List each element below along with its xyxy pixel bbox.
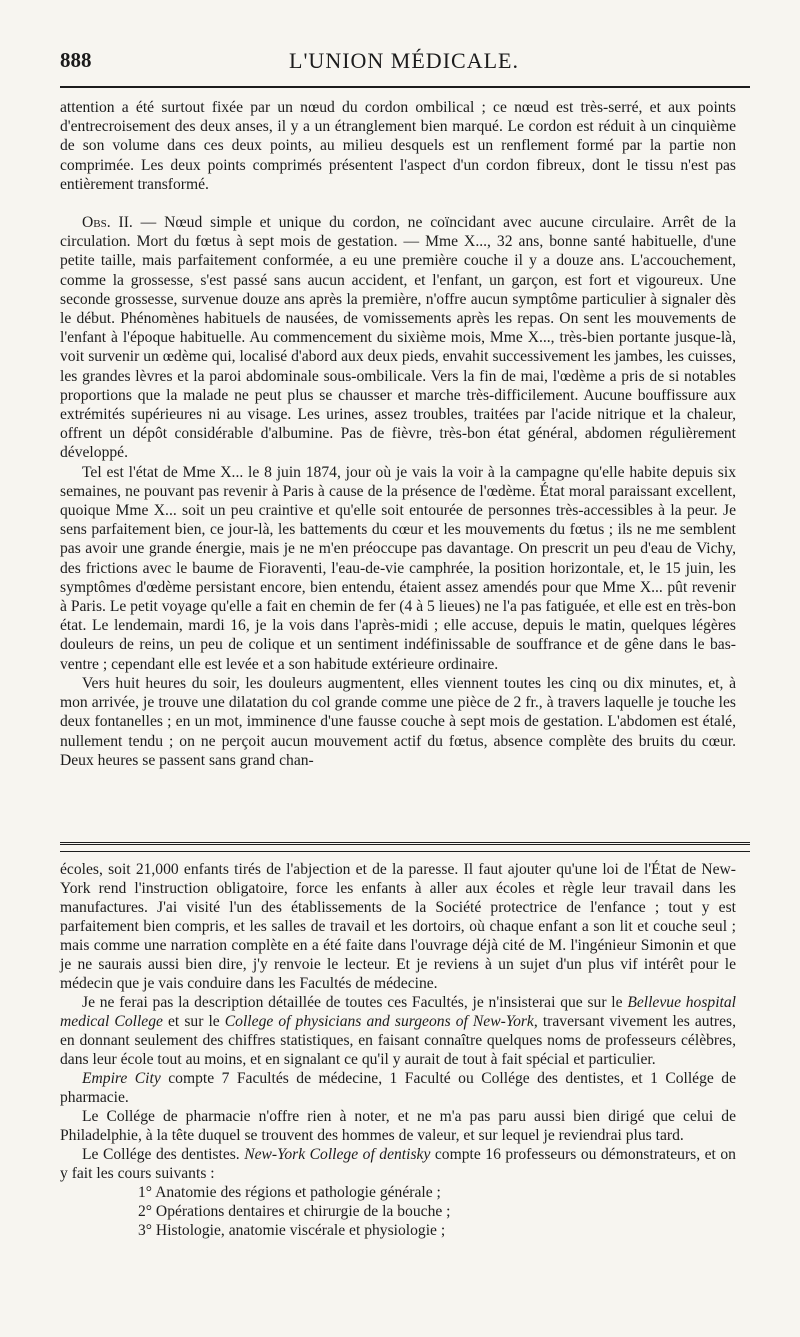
feuilleton-text: [60, 860, 736, 1240]
dentistry-college-name: New-York College of dentisky: [244, 1146, 431, 1163]
paragraph-schools: écoles, soit 21,000 enfants tirés de l'abjection et de la paresse. Il faut ajouter qu'une loi de l'État de New-York rend l'instruction obligatoire, force les enfants à aller aux écoles et règle leur travail dans les manufactures. J'ai visité l'un des établissements de la Société protectrice de l'enfance ; tout y est parfaitement bien compris, et les salles de travail et les dortoirs, où chaque enfant a son lit et couche seul ; mais comme une narration complète en a été faite dans l'ouvrage déjà cité de M. l'ingénieur Simonin et que je ne saurais aussi bien dire, j'y renvoie le lecteur. Et je reviens à un sujet d'un plus vif intérêt pour le médecin que je vais conduire dans les Facultés de médecine.: [60, 861, 736, 992]
obs-label: Obs. II.: [82, 214, 133, 232]
spacer: [60, 194, 736, 213]
journal-title: L'UNION MÉDICALE.: [289, 48, 519, 73]
list-item: 3° Histologie, anatomie viscérale et physiologie ;: [138, 1222, 446, 1239]
section-separator: [60, 842, 750, 851]
paragraph-obs1-end: attention a été surtout fixée par un nœud du cordon ombilical ; ce nœud est très-serré, et aux points d'entrecroisement des deux anses, il y a un étranglement bien marqué. Le cordon est réduit à un cinquième de son volume dans ces deux points, au milieu desquels est un renflement formé par la partie non comprimée. Les deux points comprimés présentent l'aspect d'un cordon fibreux, dont le tissu n'est pas entièrement transformé.: [60, 99, 736, 193]
text-run: compte 16 professeurs ou démonstrateurs, et on y fait les cours suivants :: [60, 1146, 736, 1182]
paragraph-faculties: [60, 993, 736, 1069]
page-header: [58, 46, 750, 76]
paragraph-obs2: [60, 213, 736, 463]
section-separator-thin: [60, 851, 750, 852]
physicians-college-name: College of physicians and surgeons of New-York: [224, 1013, 534, 1030]
empire-city-name: Empire City: [82, 1070, 161, 1087]
text-run: compte 7 Facultés de médecine, 1 Faculté ou Collége des dentistes, et 1 Collége de pharmacie.: [60, 1070, 737, 1106]
article-main-text: [60, 98, 736, 770]
text-run: Je ne ferai pas la description détaillée de toutes ces Facultés, je n'insisterai que sur le: [82, 994, 628, 1011]
list-item: 2° Opérations dentaires et chirurgie de la bouche ;: [138, 1203, 451, 1220]
obs2-text: — Nœud simple et unique du cordon, ne coïncidant avec aucune circulaire. Arrêt de la circulation. Mort du fœtus à sept mois de gestation. — Mme X..., 32 ans, bonne santé habituelle, d'une petite taille, mais parfaitement conformée, a eu une première couche il y a douze ans. L'accouchement, comme la grossesse, s'est passé sans aucun accident, et l'enfant, un garçon, est fort et vigoureux. Une seconde grossesse, survenue douze ans après la première, n'offre aucun symptôme particulier à signaler dès le début. Phénomènes habituels de nausées, de vomissements après les repas. On sent les mouvements de l'enfant à l'époque habituelle. Au commencement du sixième mois, Mme X..., très-bien portante jusque-là, voit survenir un œdème qui, localisé d'abord aux deux pieds, envahit successivement les jambes, les cuisses, les grandes lèvres et la paroi abdominale sous-ombilicale. Vers la fin de mai, l'œdème a pris de si notables proportions que la malade ne peut plus se chausser et marche très-difficilement. Aucune bouffissure aux extrémités supérieures ni au visage. Les urines, assez troubles, traitées par l'acide nitrique et la chaleur, offrent un dépôt considérable d'albumine. Pas de fièvre, très-bon état général, abdomen régulièrement développé.: [60, 214, 736, 462]
text-run: , traversant vivement les autres, en donnant seulement des chiffres statistiques, en faisant connaître quelques noms de professeurs célèbres, dans leur école tout au moins, et en signalant ce qu'il y aurait de tout à fait spécial et particulier.: [60, 1013, 736, 1068]
paragraph-state: Tel est l'état de Mme X... le 8 juin 1874, jour où je vais la voir à la campagne qu'elle habite depuis six semaines, ne pouvant pas revenir à Paris à cause de la présence de l'œdème. État moral paraissant excellent, quoique Mme X... soit un peu craintive et qu'elle soit entourée de personnes très-accessibles à la peur. Je sens parfaitement bien, ce jour-là, les battements du cœur et les mouvements du fœtus ; ils ne me semblent pas avoir une grande énergie, mais je ne m'en préoccupe pas davantage. On prescrit un peu d'eau de Vichy, des frictions avec le baume de Fioraventi, l'eau-de-vie camphrée, la position horizontale, et, le 15 juin, les symptômes d'œdème persistant encore, bien entendu, étaient assez amendés pour que Mme X... pût revenir à Paris. Le petit voyage qu'elle a fait en chemin de fer (4 à 5 lieues) ne l'a pas fatiguée, et elle est en très-bon état. Le lendemain, mardi 16, je la vois dans l'après-midi ; elle accuse, depuis le matin, quelques légères douleurs de reins, un peu de colique et un sentiment indéfinissable de souffrance et de gêne dans le bas-ventre ; cependant elle est levée et a son habitude extérieure ordinaire.: [60, 463, 736, 673]
paragraph-evening: Vers huit heures du soir, les douleurs augmentent, elles viennent toutes les cinq ou dix minutes, et, à mon arrivée, je trouve une dilatation du col grande comme une pièce de 2 fr., à travers laquelle je touche les deux fontanelles ; en un mot, imminence d'une fausse couche à sept mois de gestation. L'abdomen est étalé, nullement tendu ; on ne perçoit aucun mouvement actif du fœtus, absence complète des bruits du cœur. Deux heures se passent sans grand chan-: [60, 674, 736, 769]
page-number: 888: [60, 48, 92, 72]
paragraph-dentists: [60, 1145, 736, 1183]
text-run: et sur le: [162, 1013, 225, 1030]
list-item: 1° Anatomie des régions et pathologie générale ;: [138, 1184, 441, 1201]
header-rule: [60, 86, 750, 88]
bellevue-college-name: Bellevue hospital medical College: [60, 994, 736, 1030]
paragraph-pharmacy: Le Collége de pharmacie n'offre rien à noter, et ne m'a pas paru aussi bien dirigé que celui de Philadelphie, à la tête duquel se trouvent des hommes de valeur, et sur lequel je reviendrai plus tard.: [60, 1108, 736, 1144]
paragraph-empire-city: [60, 1069, 736, 1107]
text-run: Le Collége des dentistes.: [82, 1146, 245, 1163]
